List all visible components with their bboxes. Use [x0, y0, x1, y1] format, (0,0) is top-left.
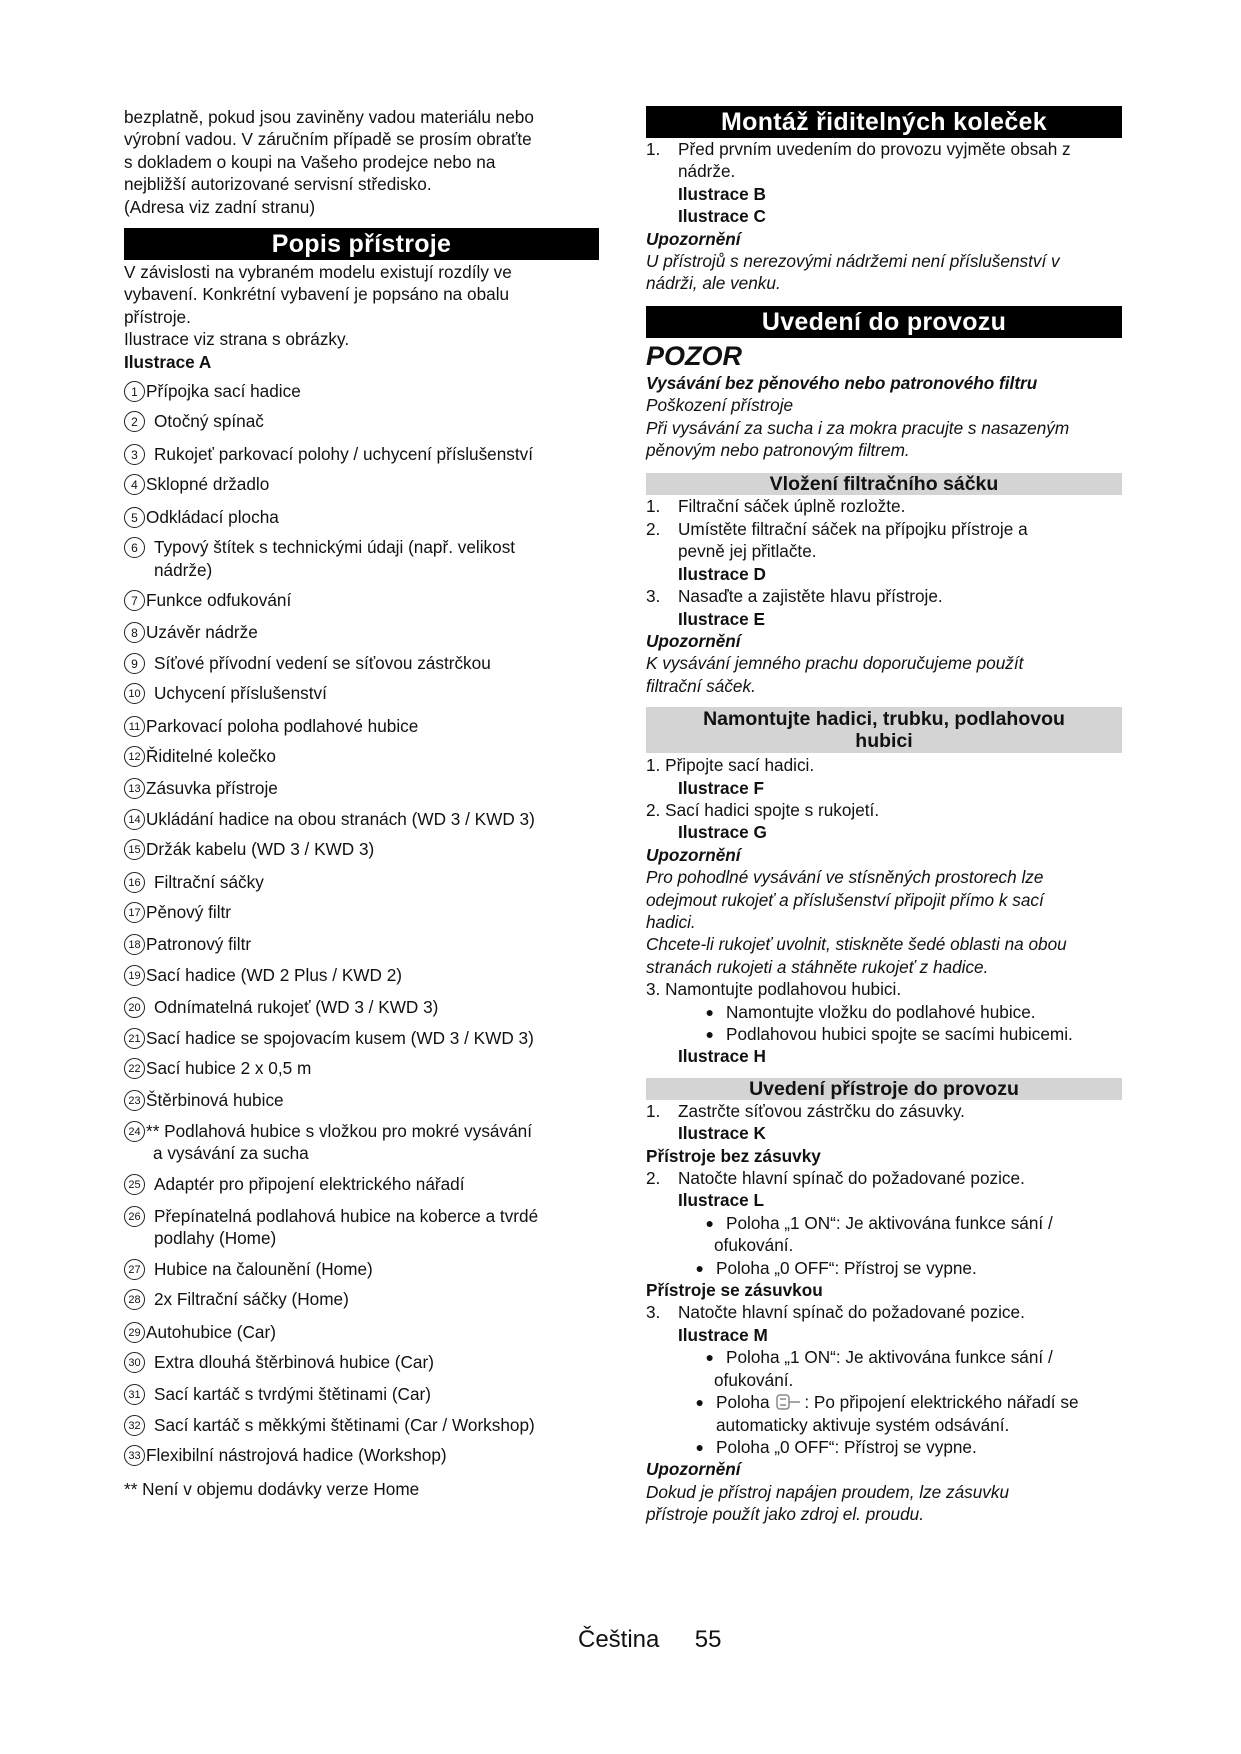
step-text: 3. Namontujte podlahovou hubici.: [646, 979, 902, 1000]
part-label: [146, 1288, 599, 1310]
part-label: [146, 996, 599, 1018]
bullet-text: Poloha: [716, 1392, 770, 1413]
bullet-text: ofukování.: [714, 1369, 794, 1390]
step: [646, 495, 1122, 517]
part-label-line: Zásuvka přístroje: [146, 778, 278, 799]
part-number-badge: 22: [124, 1058, 145, 1079]
part-label-line: Pěnový filtr: [146, 901, 232, 922]
step-text: 2. Sací hadici spojte s rukojetí.: [646, 799, 880, 820]
part-label-line: Typový štítek s technickými údaji (např. velikost: [154, 537, 516, 558]
part-label: [146, 536, 599, 581]
part-item: [124, 652, 599, 674]
bullet-item: [646, 1023, 1122, 1045]
step-number: 2.: [646, 518, 661, 539]
part-label-line: Ukládání hadice na obou stranách (WD 3 / KWD 3): [146, 808, 535, 829]
warning-text: Poškození přístroje: [646, 395, 794, 416]
bullet-text: automaticky aktivuje systém odsávání.: [716, 1414, 1010, 1435]
part-label: [146, 1414, 599, 1436]
part-label-line: Patronový filtr: [146, 934, 252, 955]
part-number-badge: 30: [124, 1352, 145, 1373]
page-number: 55: [694, 1626, 722, 1653]
bullet-icon: ●: [705, 1026, 714, 1042]
note-text: Dokud je přístroj napájen proudem, lze zásuvku: [646, 1481, 1010, 1502]
part-label-line: Sací kartáč s tvrdými štětinami (Car): [154, 1384, 431, 1405]
part-number-badge: 1: [124, 381, 145, 402]
section-heading-wheels: Montáž řiditelných koleček: [646, 106, 1122, 138]
part-number-badge: 3: [124, 444, 145, 465]
part-item: [124, 536, 599, 581]
part-label: [146, 1383, 599, 1405]
part-number-badge: 25: [124, 1174, 145, 1195]
desc-line: přístroje.: [124, 306, 191, 327]
part-label-line: nádrže): [154, 559, 213, 580]
note-text: hadici.: [646, 911, 696, 932]
part-item: [124, 1288, 599, 1310]
step-text: nádrže.: [678, 161, 736, 182]
step-number: 3.: [646, 1302, 661, 1323]
step-number: 2.: [646, 1168, 661, 1189]
part-label: [146, 1089, 599, 1111]
part-label-line: Sací hadice se spojovacím kusem (WD 3 / KWD 3): [146, 1027, 534, 1048]
bullet-icon: ●: [695, 1394, 704, 1411]
part-item: [124, 1057, 599, 1079]
part-item: [124, 808, 599, 830]
part-item: [124, 1351, 599, 1373]
subheading-filter-bag: Vložení filtračního sáčku: [646, 473, 1122, 495]
part-item: [124, 1258, 599, 1280]
illustration-ref: Ilustrace L: [678, 1190, 764, 1211]
part-number-badge: 18: [124, 934, 145, 955]
part-item: [124, 777, 599, 799]
step: [646, 585, 1122, 607]
step-text: 1. Připojte sací hadici.: [646, 755, 815, 776]
part-label: [146, 964, 599, 986]
illustration-ref: Ilustrace C: [678, 206, 766, 227]
note-label: Upozornění: [646, 1459, 741, 1480]
bullet-text: ofukování.: [714, 1235, 794, 1256]
step-number: 1.: [646, 1100, 661, 1121]
part-label-line: Parkovací poloha podlahové hubice: [146, 715, 419, 736]
part-item: [124, 1383, 599, 1405]
part-label-line: Hubice na čalounění (Home): [154, 1258, 373, 1279]
bullet-item: [646, 1212, 1122, 1257]
part-item: [124, 621, 599, 643]
part-number-badge: 19: [124, 965, 145, 986]
illustration-ref: Ilustrace G: [678, 822, 767, 843]
part-item: [124, 1027, 599, 1049]
part-number-badge: 2: [124, 411, 145, 432]
part-label-line: Adaptér pro připojení elektrického nářadí: [154, 1173, 465, 1194]
part-label-line: Odnímatelná rukojeť (WD 3 / KWD 3): [154, 997, 439, 1018]
illustration-ref: Ilustrace E: [678, 608, 765, 629]
note-label: Upozornění: [646, 228, 741, 249]
part-label: [146, 1120, 599, 1165]
part-label-line: Přepínatelná podlahová hubice na koberce a tvrdé: [154, 1206, 539, 1227]
part-item: [124, 1205, 599, 1250]
part-number-badge: 23: [124, 1090, 145, 1111]
part-item: [124, 933, 599, 955]
part-number-badge: 11: [124, 716, 145, 737]
part-number-badge: 7: [124, 590, 145, 611]
bullet-item: [646, 1391, 1122, 1436]
step-text: Před prvním uvedením do provozu vyjměte obsah z: [678, 139, 1071, 159]
section-heading-device-description: Popis přístroje: [124, 228, 599, 260]
part-number-badge: 17: [124, 902, 145, 923]
part-number-badge: 21: [124, 1028, 145, 1049]
part-label-line: Autohubice (Car): [146, 1321, 276, 1342]
part-label: [146, 621, 599, 643]
warning-text: Při vysávání za sucha i za mokra pracujte s nasazeným: [646, 417, 1070, 438]
sub-label: Přístroje bez zásuvky: [646, 1145, 821, 1166]
bullet-item: [646, 1001, 1122, 1023]
part-item: [124, 410, 599, 432]
illustration-ref: Ilustrace A: [124, 351, 212, 372]
part-label: [146, 589, 599, 611]
part-label: [146, 1351, 599, 1373]
note-text: nádrži, ale venku.: [646, 273, 781, 294]
part-label-line: Držák kabelu (WD 3 / KWD 3): [146, 839, 375, 860]
part-label-line: Funkce odfukování: [146, 589, 292, 610]
part-label-line: Řiditelné kolečko: [146, 745, 276, 766]
part-label: [146, 1027, 599, 1049]
step-text: Natočte hlavní spínač do požadované pozice.: [678, 1302, 1025, 1323]
part-label-line: Uzávěr nádrže: [146, 622, 258, 643]
part-number-badge: 20: [124, 997, 145, 1018]
desc-line: Ilustrace viz strana s obrázky.: [124, 329, 350, 350]
note-text: filtrační sáček.: [646, 675, 756, 696]
part-item: [124, 996, 599, 1018]
intro-line: (Adresa viz zadní stranu): [124, 196, 316, 217]
step-text: Nasaďte a zajistěte hlavu přístroje.: [678, 586, 943, 607]
illustration-ref: Ilustrace K: [678, 1123, 766, 1144]
bullet-icon: ●: [705, 1214, 714, 1231]
part-label: [146, 506, 599, 528]
part-label-line: ** Podlahová hubice s vložkou pro mokré vysávání: [146, 1120, 532, 1141]
note-text: Pro pohodlné vysávání ve stísněných prostorech lze: [646, 867, 1044, 888]
bullet-text: Poloha „1 ON“: Je aktivována funkce sání /: [726, 1347, 1053, 1368]
illustration-ref: Ilustrace D: [678, 563, 766, 584]
note-text: Chcete-li rukojeť uvolnit, stiskněte šedé oblasti na obou: [646, 934, 1067, 955]
step-number: 3.: [646, 586, 661, 607]
note-text: stranách rukojeti a stáhněte rukojeť z hadice.: [646, 956, 989, 977]
bullet-text: Poloha „1 ON“: Je aktivována funkce sání /: [726, 1212, 1053, 1233]
parts-list: [124, 380, 599, 1467]
part-item: [124, 1414, 599, 1436]
part-label-line: Uchycení příslušenství: [154, 683, 327, 704]
part-number-badge: 9: [124, 653, 145, 674]
bullet-item: [646, 1436, 1122, 1458]
part-number-badge: 8: [124, 622, 145, 643]
part-label-line: Sací kartáč s měkkými štětinami (Car / Workshop): [154, 1414, 535, 1435]
part-label: [146, 871, 599, 893]
section-heading-startup: Uvedení do provozu: [646, 306, 1122, 338]
part-label: [146, 652, 599, 674]
part-label-line: a vysávání za sucha: [153, 1143, 309, 1164]
part-number-badge: 32: [124, 1415, 145, 1436]
sub-label: Přístroje se zásuvkou: [646, 1280, 823, 1301]
part-item: [124, 380, 599, 402]
part-item: [124, 1444, 599, 1466]
step-text: pevně jej přitlačte.: [678, 541, 817, 562]
note-text: odejmout rukojeť a příslušenství připojit přímo k sací: [646, 889, 1044, 910]
part-label-line: Otočný spínač: [154, 411, 264, 432]
step: [646, 1167, 1122, 1189]
part-number-badge: 26: [124, 1206, 145, 1227]
part-item: [124, 682, 599, 704]
part-number-badge: 33: [124, 1445, 145, 1466]
part-label: [146, 1057, 599, 1079]
part-item: [124, 745, 599, 767]
illustration-ref: Ilustrace F: [678, 777, 764, 798]
part-label-line: Flexibilní nástrojová hadice (Workshop): [146, 1445, 447, 1466]
part-label: [146, 473, 599, 495]
illustration-ref: Ilustrace H: [678, 1046, 766, 1067]
part-item: [124, 838, 599, 860]
desc-line: V závislosti na vybraném modelu existují rozdíly ve: [124, 262, 512, 283]
part-label: [146, 1173, 599, 1195]
part-item: [124, 964, 599, 986]
bullet-icon: ●: [705, 1003, 714, 1020]
subheading-line: hubici: [855, 730, 913, 753]
part-label: [146, 410, 599, 432]
note-label: Upozornění: [646, 630, 741, 651]
subheading-hose: [646, 707, 1122, 753]
part-label: [146, 682, 599, 704]
device-description: [124, 261, 599, 373]
part-item: [124, 715, 599, 737]
right-column: [646, 106, 1122, 1526]
step-text: Zastrčte síťovou zástrčku do zásuvky.: [678, 1100, 965, 1121]
bullet-text: Namontujte vložku do podlahové hubice.: [726, 1001, 1036, 1022]
footnote: ** Není v objemu dodávky verze Home: [124, 1478, 420, 1499]
page-footer: [578, 1626, 721, 1654]
power-tool-icon: [774, 1393, 804, 1411]
part-item: [124, 1173, 599, 1195]
part-label: [146, 901, 599, 923]
intro-line: bezplatně, pokud jsou zaviněny vadou materiálu nebo: [124, 107, 534, 127]
part-number-badge: 31: [124, 1384, 145, 1405]
part-label-line: Štěrbinová hubice: [146, 1090, 284, 1111]
warning-text: Vysávání bez pěnového nebo patronového filtru: [646, 372, 1038, 393]
step: [646, 1100, 1122, 1122]
subheading-line: Namontujte hadici, trubku, podlahovou: [703, 708, 1065, 731]
illustration-ref: Ilustrace B: [678, 183, 766, 204]
intro-text: [124, 106, 599, 218]
part-number-badge: 15: [124, 839, 145, 860]
part-item: [124, 1120, 599, 1165]
part-number-badge: 5: [124, 507, 145, 528]
bullet-icon: ●: [695, 1438, 704, 1455]
part-number-badge: 4: [124, 474, 145, 495]
part-label-line: Odkládací plocha: [146, 506, 279, 527]
step-text: Umístěte filtrační sáček na přípojku přístroje a: [678, 518, 1028, 539]
part-label-line: Filtrační sáčky: [154, 871, 264, 892]
bullet-text: Poloha „0 OFF“: Přístroj se vypne.: [716, 1257, 977, 1278]
bullet-item: [646, 1257, 1122, 1279]
part-label: [146, 1444, 599, 1466]
part-label-line: 2x Filtrační sáčky (Home): [154, 1289, 349, 1310]
part-label: [146, 777, 599, 799]
part-number-badge: 14: [124, 809, 145, 830]
part-label-line: Extra dlouhá štěrbinová hubice (Car): [154, 1352, 434, 1373]
warning-title: POZOR: [646, 340, 743, 371]
step: [646, 518, 1122, 563]
step-number: 1.: [646, 139, 661, 159]
intro-line: s dokladem o koupi na Vašeho prodejce nebo na: [124, 151, 496, 172]
note-text: U přístrojů s nerezovými nádržemi není příslušenství v: [646, 251, 1060, 272]
step-text: Natočte hlavní spínač do požadované pozice.: [678, 1168, 1025, 1189]
part-label: [146, 1258, 599, 1280]
part-label: [146, 443, 599, 465]
intro-line: výrobní vadou. V záručním případě se prosím obraťte: [124, 129, 532, 150]
part-number-badge: 29: [124, 1322, 145, 1343]
part-number-badge: 28: [124, 1289, 145, 1310]
note-text: K vysávání jemného prachu doporučujeme použít: [646, 653, 1024, 674]
part-item: [124, 473, 599, 495]
part-label: [146, 715, 599, 737]
part-label-line: Sací hubice 2 x 0,5 m: [146, 1058, 312, 1078]
subheading-device-startup: Uvedení přístroje do provozu: [646, 1078, 1122, 1100]
part-number-badge: 13: [124, 778, 145, 799]
part-label-line: Sklopné držadlo: [146, 474, 270, 495]
part-item: [124, 589, 599, 611]
part-label: [146, 1321, 599, 1343]
part-label-line: Síťové přívodní vedení se síťovou zástrčkou: [154, 652, 491, 673]
part-number-badge: 24: [124, 1121, 145, 1142]
note-label: Upozornění: [646, 844, 741, 865]
left-column: [124, 106, 599, 1500]
part-item: [124, 901, 599, 923]
bullet-text: Podlahovou hubici spojte se sacími hubicemi.: [726, 1024, 1073, 1044]
part-number-badge: 27: [124, 1259, 145, 1280]
part-label: [146, 933, 599, 955]
footer-language: Čeština: [578, 1626, 660, 1653]
part-label-line: Rukojeť parkovací polohy / uchycení příslušenství: [154, 443, 534, 464]
note-text: přístroje použít jako zdroj el. proudu.: [646, 1504, 925, 1525]
part-label: [146, 838, 599, 860]
step: [646, 1301, 1122, 1323]
part-label-line: Přípojka sací hadice: [146, 381, 301, 402]
bullet-text: Poloha „0 OFF“: Přístroj se vypne.: [716, 1436, 977, 1457]
part-label: [146, 380, 599, 402]
part-label-line: Sací hadice (WD 2 Plus / KWD 2): [146, 964, 402, 985]
part-item: [124, 506, 599, 528]
part-item: [124, 1321, 599, 1343]
part-number-badge: 12: [124, 746, 145, 767]
bullet-text: : Po připojení elektrického nářadí se: [804, 1392, 1079, 1413]
part-number-badge: 16: [124, 872, 145, 893]
part-item: [124, 1089, 599, 1111]
part-number-badge: 6: [124, 537, 145, 558]
part-item: [124, 871, 599, 893]
part-number-badge: 10: [124, 683, 145, 704]
desc-line: vybavení. Konkrétní vybavení je popsáno na obalu: [124, 284, 510, 305]
bullet-icon: ●: [695, 1259, 704, 1276]
step: [646, 138, 1122, 183]
part-label: [146, 808, 599, 830]
intro-line: nejbližší autorizované servisní středisko.: [124, 174, 432, 195]
illustration-ref: Ilustrace M: [678, 1324, 768, 1345]
bullet-icon: ●: [705, 1349, 714, 1366]
part-label: [146, 745, 599, 767]
warning-text: pěnovým nebo patronovým filtrem.: [646, 440, 910, 461]
part-item: [124, 443, 599, 465]
part-label-line: podlahy (Home): [154, 1228, 277, 1249]
step-text: Filtrační sáček úplně rozložte.: [678, 496, 906, 517]
step-number: 1.: [646, 496, 661, 517]
part-label: [146, 1205, 599, 1250]
bullet-item: [646, 1346, 1122, 1391]
